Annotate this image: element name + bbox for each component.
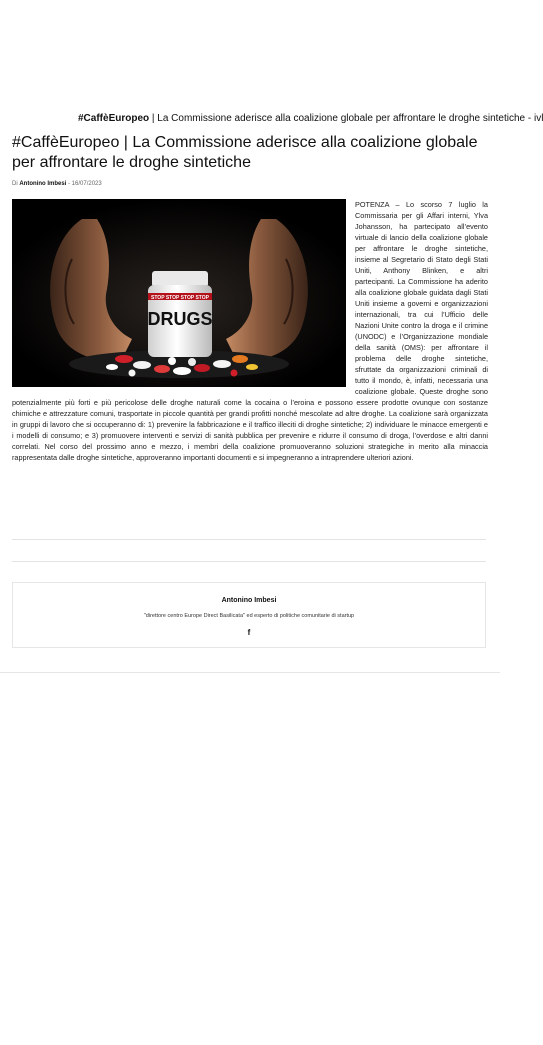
article <box>12 133 488 463</box>
divider <box>12 539 486 540</box>
ticker-rest: | La Commissione aderisce alla coalizione globale per affrontare le droghe sintetiche - ivl <box>149 113 543 124</box>
drugs-hands-illustration <box>12 199 346 387</box>
by-label: Di <box>12 181 18 187</box>
news-ticker[interactable] <box>0 112 543 128</box>
drugs-label: DRUGS <box>147 309 213 329</box>
ticker-title: #CaffèEuropeo <box>78 113 150 124</box>
facebook-icon[interactable]: f <box>247 628 251 637</box>
divider <box>12 561 486 562</box>
article-date: - 16/07/2023 <box>68 181 102 187</box>
author-box <box>12 582 486 648</box>
stop-label: STOP STOP STOP STOP <box>151 295 209 301</box>
article-meta <box>12 181 488 190</box>
author-box-description: "direttore centro Europe Direct Basilicata" ed esperto di politiche comunitarie di startup <box>143 613 355 619</box>
article-image <box>12 199 346 387</box>
article-body <box>12 199 488 463</box>
author-link[interactable]: Antonino Imbesi <box>19 181 67 187</box>
author-box-name[interactable]: Antonino Imbesi <box>221 597 277 604</box>
article-text: POTENZA – Lo scorso 7 luglio la Commissaria per gli Affari interni, Ylva Johansson, ha partecipato all’evento virtuale di lancio della coalizione globale per affrontare le droghe sintetiche, insieme al Segretario di Stato degli Stati Uniti, Anthony Blinken, e altri partecipanti. La Commissione ha aderito alla coalizione globale guidata dagli Stati Uniti insieme a governi e organizzazioni internazionali, tra cui l’Ufficio delle Nazioni Unite contro la droga e il crimine (UNODC) e l’Organizzazione mondiale della sanità (OMS): per affrontare il problema delle droghe sintetiche, sfruttate da organizzazioni criminali di tutto il mondo, è, infatti, necessaria una coalizione globale. Queste droghe sono potenzialmente più forti e più pericolose delle droghe naturali come la cocaina o l’eroina e possono essere prodotte ovunque con sostanze chimiche e attrezzature comuni, trasportate in piccole quantità per grandi profitti nonché mescolate ad altre droghe. La coalizione sarà organizzata in gruppi di lavoro che si occuperanno di: 1) prevenire la fabbricazione e il traffico illeciti di droghe sintetiche; 2) individuare le minacce emergenti e i modelli di consumo; e 3) promuovere interventi e servizi di sanità pubblica per prevenire e ridurre il consumo di droga, l’overdose e altri danni correlati. Nel corso del prossimo anno e mezzo, i membri della coalizione promuoveranno soluzioni strategiche in merito alla minaccia rappresentata dalle droghe sintetiche, approveranno importanti documenti e si impegneranno a intraprendere ulteriori azioni. <box>12 200 488 462</box>
ticker-headline[interactable] <box>78 112 543 126</box>
footer-divider <box>0 672 500 673</box>
article-title: #CaffèEuropeo | La Commissione aderisce alla coalizione globale per affrontare le droghe sintetiche <box>12 134 478 171</box>
